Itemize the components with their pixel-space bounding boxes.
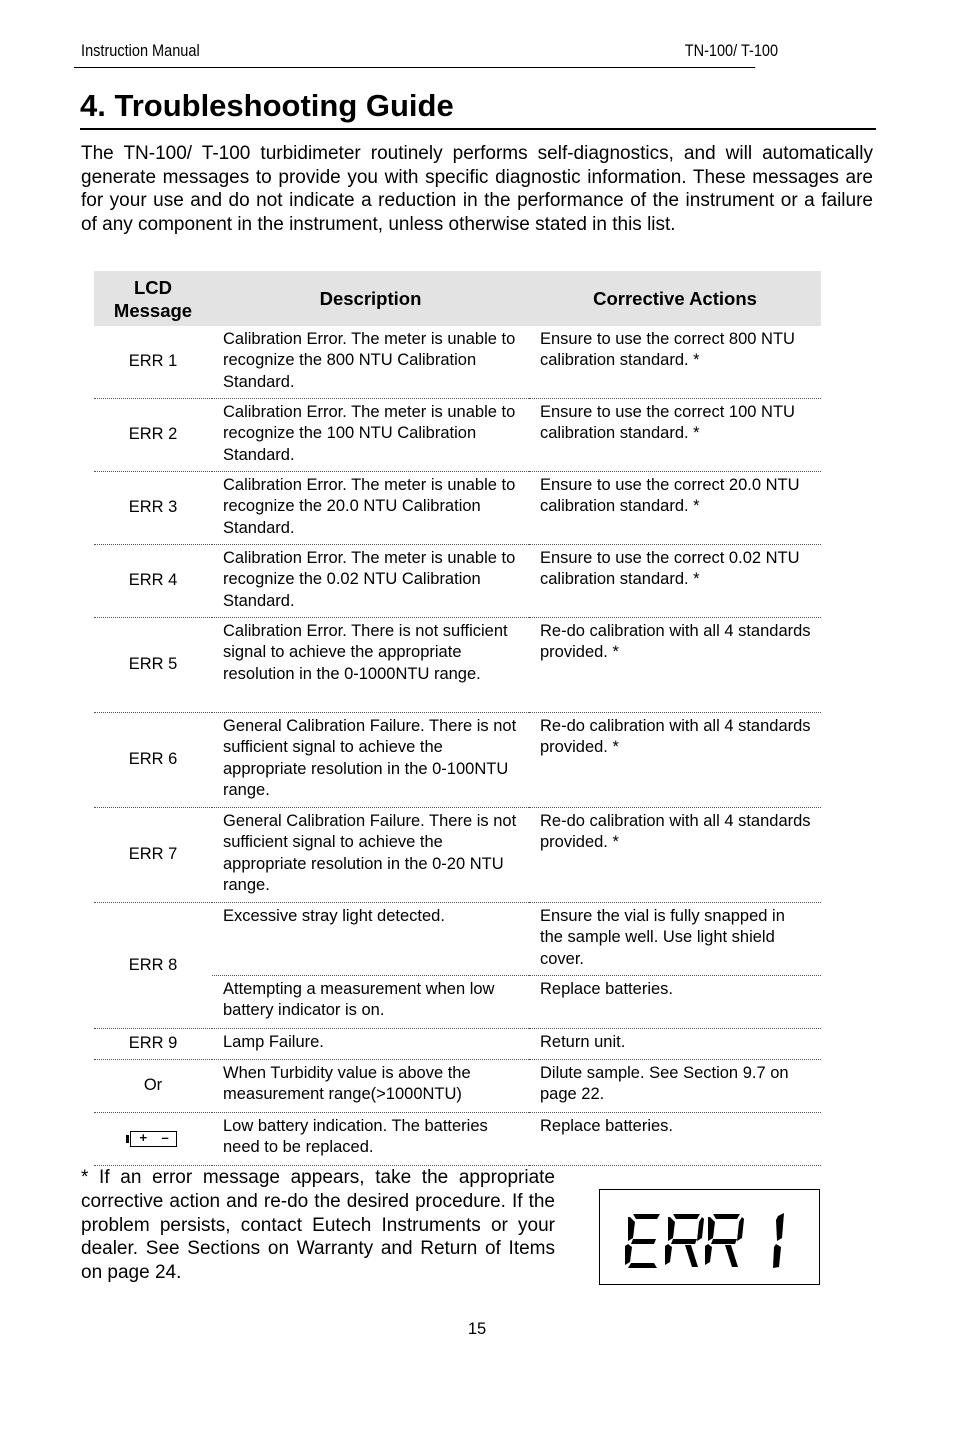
description-cell: When Turbidity value is above the measurement range(>1000NTU) [212,1060,529,1113]
corrective-action-cell: Re-do calibration with all 4 standards provided. * [529,713,821,808]
table-row [94,545,821,618]
header-manual-title: Instruction Manual [81,42,200,60]
corrective-action-cell: Re-do calibration with all 4 standards provided. * [529,808,821,903]
section-title: 4. Troubleshooting Guide [80,84,876,130]
description-cell: Calibration Error. The meter is unable to recognize the 800 NTU Calibration Standard. [212,326,529,399]
table-row [94,1060,821,1113]
corrective-action-cell: Return unit. [529,1029,821,1060]
table-row [94,1029,821,1060]
battery-minus-sign: – [161,1129,169,1145]
lcd-err1-graphic [600,1190,819,1284]
lcd-message-cell: ERR 4 [94,545,212,618]
intro-paragraph: The TN-100/ T-100 turbidimeter routinely performs self-diagnostics, and will automatically generate messages to provide you with specific diagnostic information. These messages are for your use and do not indicate a reduction in the performance of the instrument or a failure of any component in the instrument, unless otherwise stated in this list. [81,143,873,235]
table-row [94,399,821,472]
lcd-message-cell: Or [94,1060,212,1113]
table-row [94,1113,821,1166]
description-cell: Attempting a measurement when low battery indicator is on. [212,976,529,1029]
lcd-message-cell: ERR 8 [94,903,212,1029]
table-row [94,903,821,976]
lcd-message-cell: ERR 7 [94,808,212,903]
lcd-message-cell: ERR 6 [94,713,212,808]
corrective-action-cell: Dilute sample. See Section 9.7 on page 22. [529,1060,821,1113]
corrective-action-cell: Ensure to use the correct 800 NTU calibration standard. * [529,326,821,399]
corrective-action-cell: Ensure to use the correct 0.02 NTU calibration standard. * [529,545,821,618]
lcd-message-cell: ERR 3 [94,472,212,545]
table-row [94,326,821,399]
header-model: TN-100/ T-100 [684,42,779,60]
description-cell: Calibration Error. There is not sufficient signal to achieve the appropriate resolution in the 0-1000NTU range. [212,618,529,713]
lcd-message-cell [94,1113,212,1166]
low-battery-icon [130,1131,177,1147]
lcd-display-illustration [599,1189,820,1285]
corrective-action-cell: Ensure the vial is fully snapped in the sample well. Use light shield cover. [529,903,821,976]
description-cell: Lamp Failure. [212,1029,529,1060]
description-cell: Calibration Error. The meter is unable to recognize the 0.02 NTU Calibration Standard. [212,545,529,618]
corrective-action-cell: Ensure to use the correct 20.0 NTU calibration standard. * [529,472,821,545]
column-header-corrective-actions: Corrective Actions [529,271,821,326]
lcd-message-cell: ERR 2 [94,399,212,472]
battery-terminal [126,1135,129,1143]
lcd-message-cell: ERR 1 [94,326,212,399]
corrective-action-cell: Re-do calibration with all 4 standards provided. * [529,618,821,713]
table-row [94,472,821,545]
lcd-message-cell: ERR 5 [94,618,212,713]
description-cell: General Calibration Failure. There is not sufficient signal to achieve the appropriate resolution in the 0-100NTU range. [212,713,529,808]
table-header-row [94,271,821,326]
column-header-lcd-message: LCD Message [94,271,212,326]
table-row [94,713,821,808]
corrective-action-cell: Ensure to use the correct 100 NTU calibration standard. * [529,399,821,472]
page-number: 15 [467,1320,487,1338]
corrective-action-cell: Replace batteries. [529,1113,821,1166]
running-header [74,38,779,68]
description-cell: Calibration Error. The meter is unable to recognize the 100 NTU Calibration Standard. [212,399,529,472]
troubleshooting-table [94,271,821,1166]
description-cell: Excessive stray light detected. [212,903,529,976]
table-row [94,808,821,903]
description-cell: Low battery indication. The batteries need to be replaced. [212,1113,529,1166]
column-header-description: Description [212,271,529,326]
corrective-action-cell: Replace batteries. [529,976,821,1029]
lcd-message-cell: ERR 9 [94,1029,212,1060]
table-row [94,618,821,713]
description-cell: General Calibration Failure. There is not sufficient signal to achieve the appropriate resolution in the 0-20 NTU range. [212,808,529,903]
footnote: * If an error message appears, take the appropriate corrective action and re-do the desired procedure. If the problem persists, contact Eutech Instruments or your dealer. See Sections on Warranty and Return of Items on page 24. [81,1167,555,1284]
battery-plus-sign: + [139,1129,148,1145]
description-cell: Calibration Error. The meter is unable to recognize the 20.0 NTU Calibration Standard. [212,472,529,545]
